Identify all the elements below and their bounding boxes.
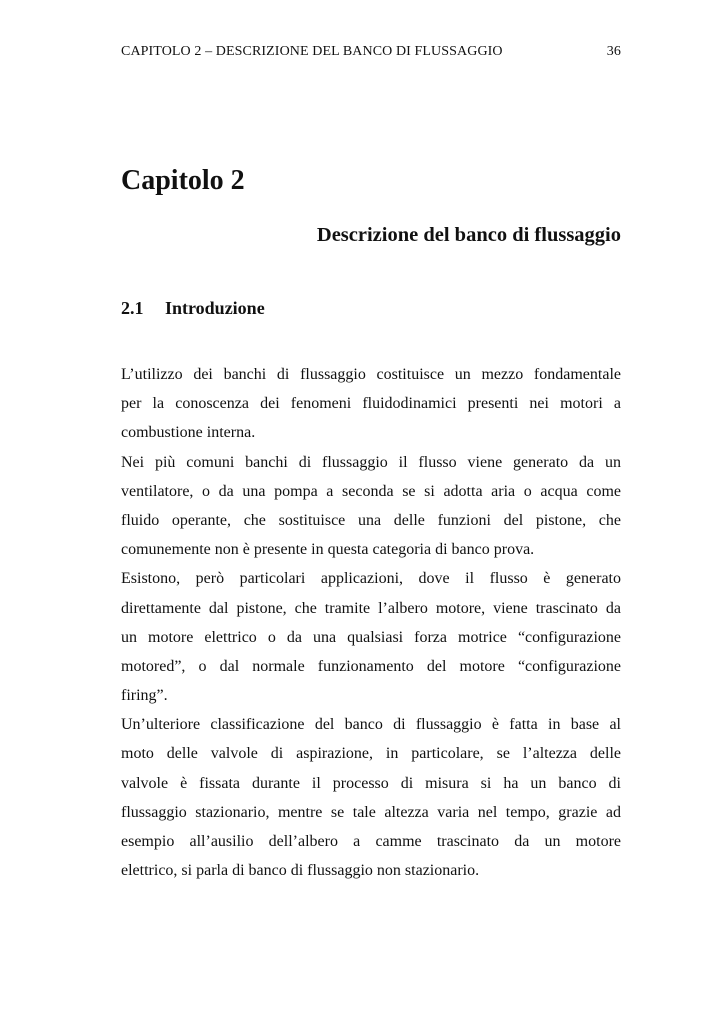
text-line: esempio all’ausilio dell’albero a camme trascinato da un motore	[121, 833, 621, 850]
text-line: direttamente dal pistone, che tramite l’albero motore, viene trascinato da	[121, 599, 621, 617]
running-header	[121, 42, 621, 62]
text-line: comunemente non è presente in questa categoria di banco prova.	[121, 541, 535, 559]
text-line: Esistono, però particolari applicazioni, dove il flusso è generato	[121, 570, 621, 588]
text-line: Nei più comuni banchi di flussaggio il flusso viene generato da un	[121, 453, 621, 471]
body-text	[121, 360, 621, 885]
text-line: ventilatore, o da una pompa a seconda se si adotta aria o acqua come	[121, 482, 621, 500]
paragraph-4	[121, 710, 621, 885]
text-line: moto delle valvole di aspirazione, in particolare, se l’altezza delle	[121, 745, 621, 763]
text-line: motored”, o dal normale funzionamento del motore “configurazione	[121, 657, 621, 675]
section-title: Introduzione	[165, 298, 265, 318]
paragraph-1	[121, 360, 621, 448]
paragraph-3	[121, 564, 621, 710]
paragraph-2	[121, 448, 621, 565]
section-number: 2.1	[121, 298, 144, 318]
running-header-title: CAPITOLO 2 – DESCRIZIONE DEL BANCO DI FLUSSAGGIO	[121, 44, 503, 59]
page-number: 36	[606, 44, 621, 59]
text-line: Un’ulteriore classificazione del banco di flussaggio è fatta in base al	[121, 716, 621, 734]
text-line: L’utilizzo dei banchi di flussaggio costituisce un mezzo fondamentale	[121, 366, 621, 383]
section-heading	[121, 295, 265, 321]
text-line: valvole è fissata durante il processo di misura si ha un banco di	[121, 774, 621, 792]
text-line: flussaggio stazionario, mentre se tale altezza varia nel tempo, grazie ad	[121, 803, 621, 821]
text-line: firing”.	[121, 687, 168, 705]
text-line: elettrico, si parla di banco di flussaggio non stazionario.	[121, 862, 480, 880]
chapter-label: Capitolo 2	[121, 165, 245, 196]
text-line: combustione interna.	[121, 424, 256, 442]
text-line: un motore elettrico o da una qualsiasi forza motrice “configurazione	[121, 628, 621, 646]
text-line: fluido operante, che sostituisce una delle funzioni del pistone, che	[121, 511, 621, 529]
text-line: per la conoscenza dei fenomeni fluidodinamici presenti nei motori a	[121, 395, 621, 413]
chapter-title: Descrizione del banco di flussaggio	[316, 224, 621, 246]
